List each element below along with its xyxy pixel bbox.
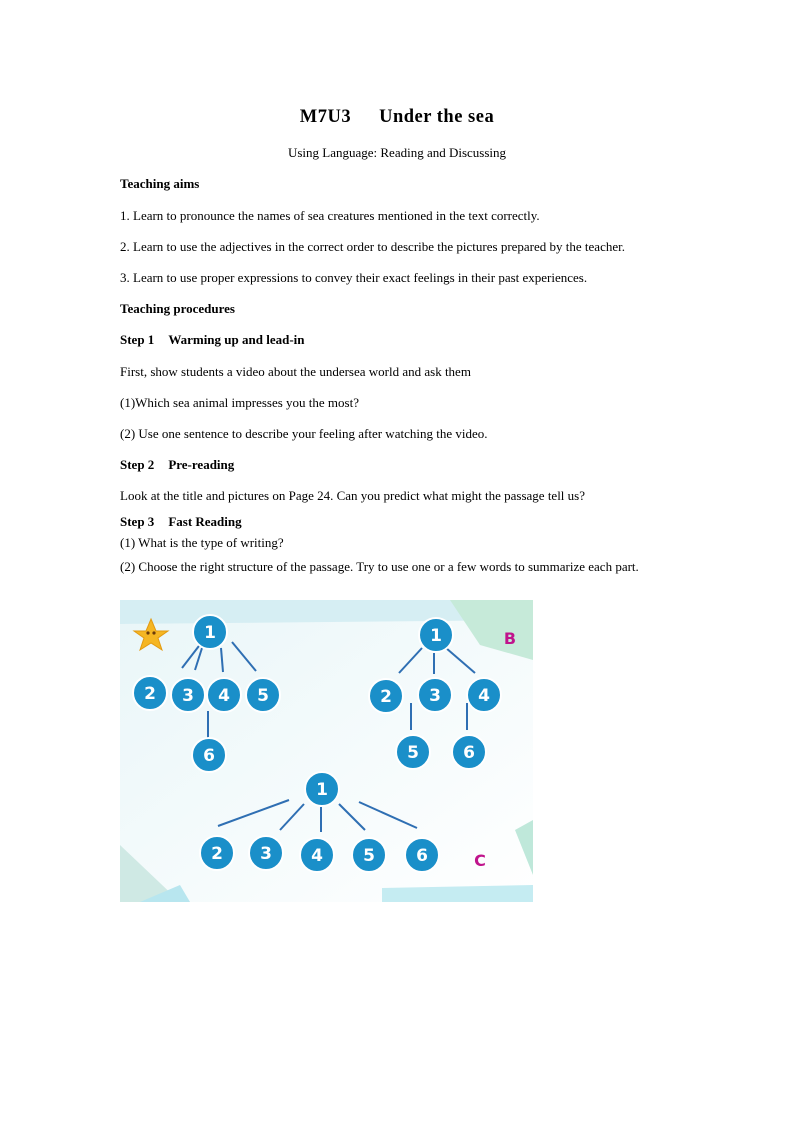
step3-label: Step 3 (120, 514, 155, 529)
svg-text:2: 2 (144, 684, 156, 704)
step1-name: Warming up and lead-in (168, 332, 305, 347)
step2-name: Pre-reading (168, 457, 235, 472)
svg-text:2: 2 (380, 687, 392, 707)
step1-line-1: First, show students a video about the undersea world and ask them (120, 364, 471, 379)
title-name: Under the sea (379, 107, 495, 127)
svg-text:5: 5 (257, 686, 269, 706)
aim-item-3: 3. Learn to use proper expressions to convey their exact feelings in their past experiences. (120, 270, 588, 285)
step1-line-3: (2) Use one sentence to describe your feeling after watching the video. (120, 426, 488, 441)
step1-line-2: (1)Which sea animal impresses you the most? (120, 395, 359, 410)
svg-text:2: 2 (211, 844, 223, 864)
structure-diagram (120, 600, 533, 902)
tree-node (207, 678, 241, 712)
tree-node (246, 678, 280, 712)
tree-node (305, 772, 339, 806)
svg-text:3: 3 (260, 844, 272, 864)
svg-text:6: 6 (203, 746, 215, 766)
option-b-label: B (503, 629, 517, 648)
tree-node (452, 735, 486, 769)
tree-node (419, 618, 453, 652)
teaching-procedures-heading: Teaching procedures (120, 301, 235, 316)
svg-text:4: 4 (311, 846, 323, 866)
svg-text:3: 3 (429, 686, 441, 706)
tree-node (396, 735, 430, 769)
svg-text:5: 5 (363, 846, 375, 866)
svg-text:1: 1 (316, 780, 328, 800)
tree-node (193, 615, 227, 649)
document-subtitle: Using Language: Reading and Discussing (287, 145, 507, 160)
aim-item-2: 2. Learn to use the adjectives in the correct order to describe the pictures prepared by the teacher. (120, 239, 625, 254)
svg-text:5: 5 (407, 743, 419, 763)
svg-text:1: 1 (204, 623, 216, 643)
svg-text:6: 6 (416, 846, 428, 866)
svg-text:1: 1 (430, 626, 442, 646)
svg-text:4: 4 (478, 686, 490, 706)
tree-node (171, 678, 205, 712)
svg-text:3: 3 (182, 686, 194, 706)
option-c-label: C (474, 851, 486, 870)
step3-line-1: (1) What is the type of writing? (120, 535, 284, 550)
teaching-aims-heading: Teaching aims (120, 176, 200, 191)
aim-item-1: 1. Learn to pronounce the names of sea creatures mentioned in the text correctly. (120, 208, 540, 223)
step2-label: Step 2 (120, 457, 155, 472)
step3-line-2: (2) Choose the right structure of the passage. Try to use one or a few words to summarize each part. (120, 559, 639, 574)
svg-text:4: 4 (218, 686, 230, 706)
tree-node (249, 836, 283, 870)
step2-line-1: Look at the title and pictures on Page 24. Can you predict what might the passage tell us? (120, 488, 585, 503)
step3-name: Fast Reading (168, 514, 242, 529)
step1-heading (120, 332, 305, 348)
document-title (0, 106, 794, 128)
step1-label: Step 1 (120, 332, 155, 347)
tree-node (369, 679, 403, 713)
step3-heading (120, 514, 242, 530)
tree-node (418, 678, 452, 712)
tree-node (405, 838, 439, 872)
tree-node (352, 838, 386, 872)
tree-node (133, 676, 167, 710)
structure-diagram-svg (120, 600, 533, 902)
title-code: M7U3 (299, 107, 352, 127)
tree-node (300, 838, 334, 872)
svg-text:6: 6 (463, 743, 475, 763)
tree-node (200, 836, 234, 870)
tree-node (192, 738, 226, 772)
step2-heading (120, 457, 234, 473)
tree-node (467, 678, 501, 712)
